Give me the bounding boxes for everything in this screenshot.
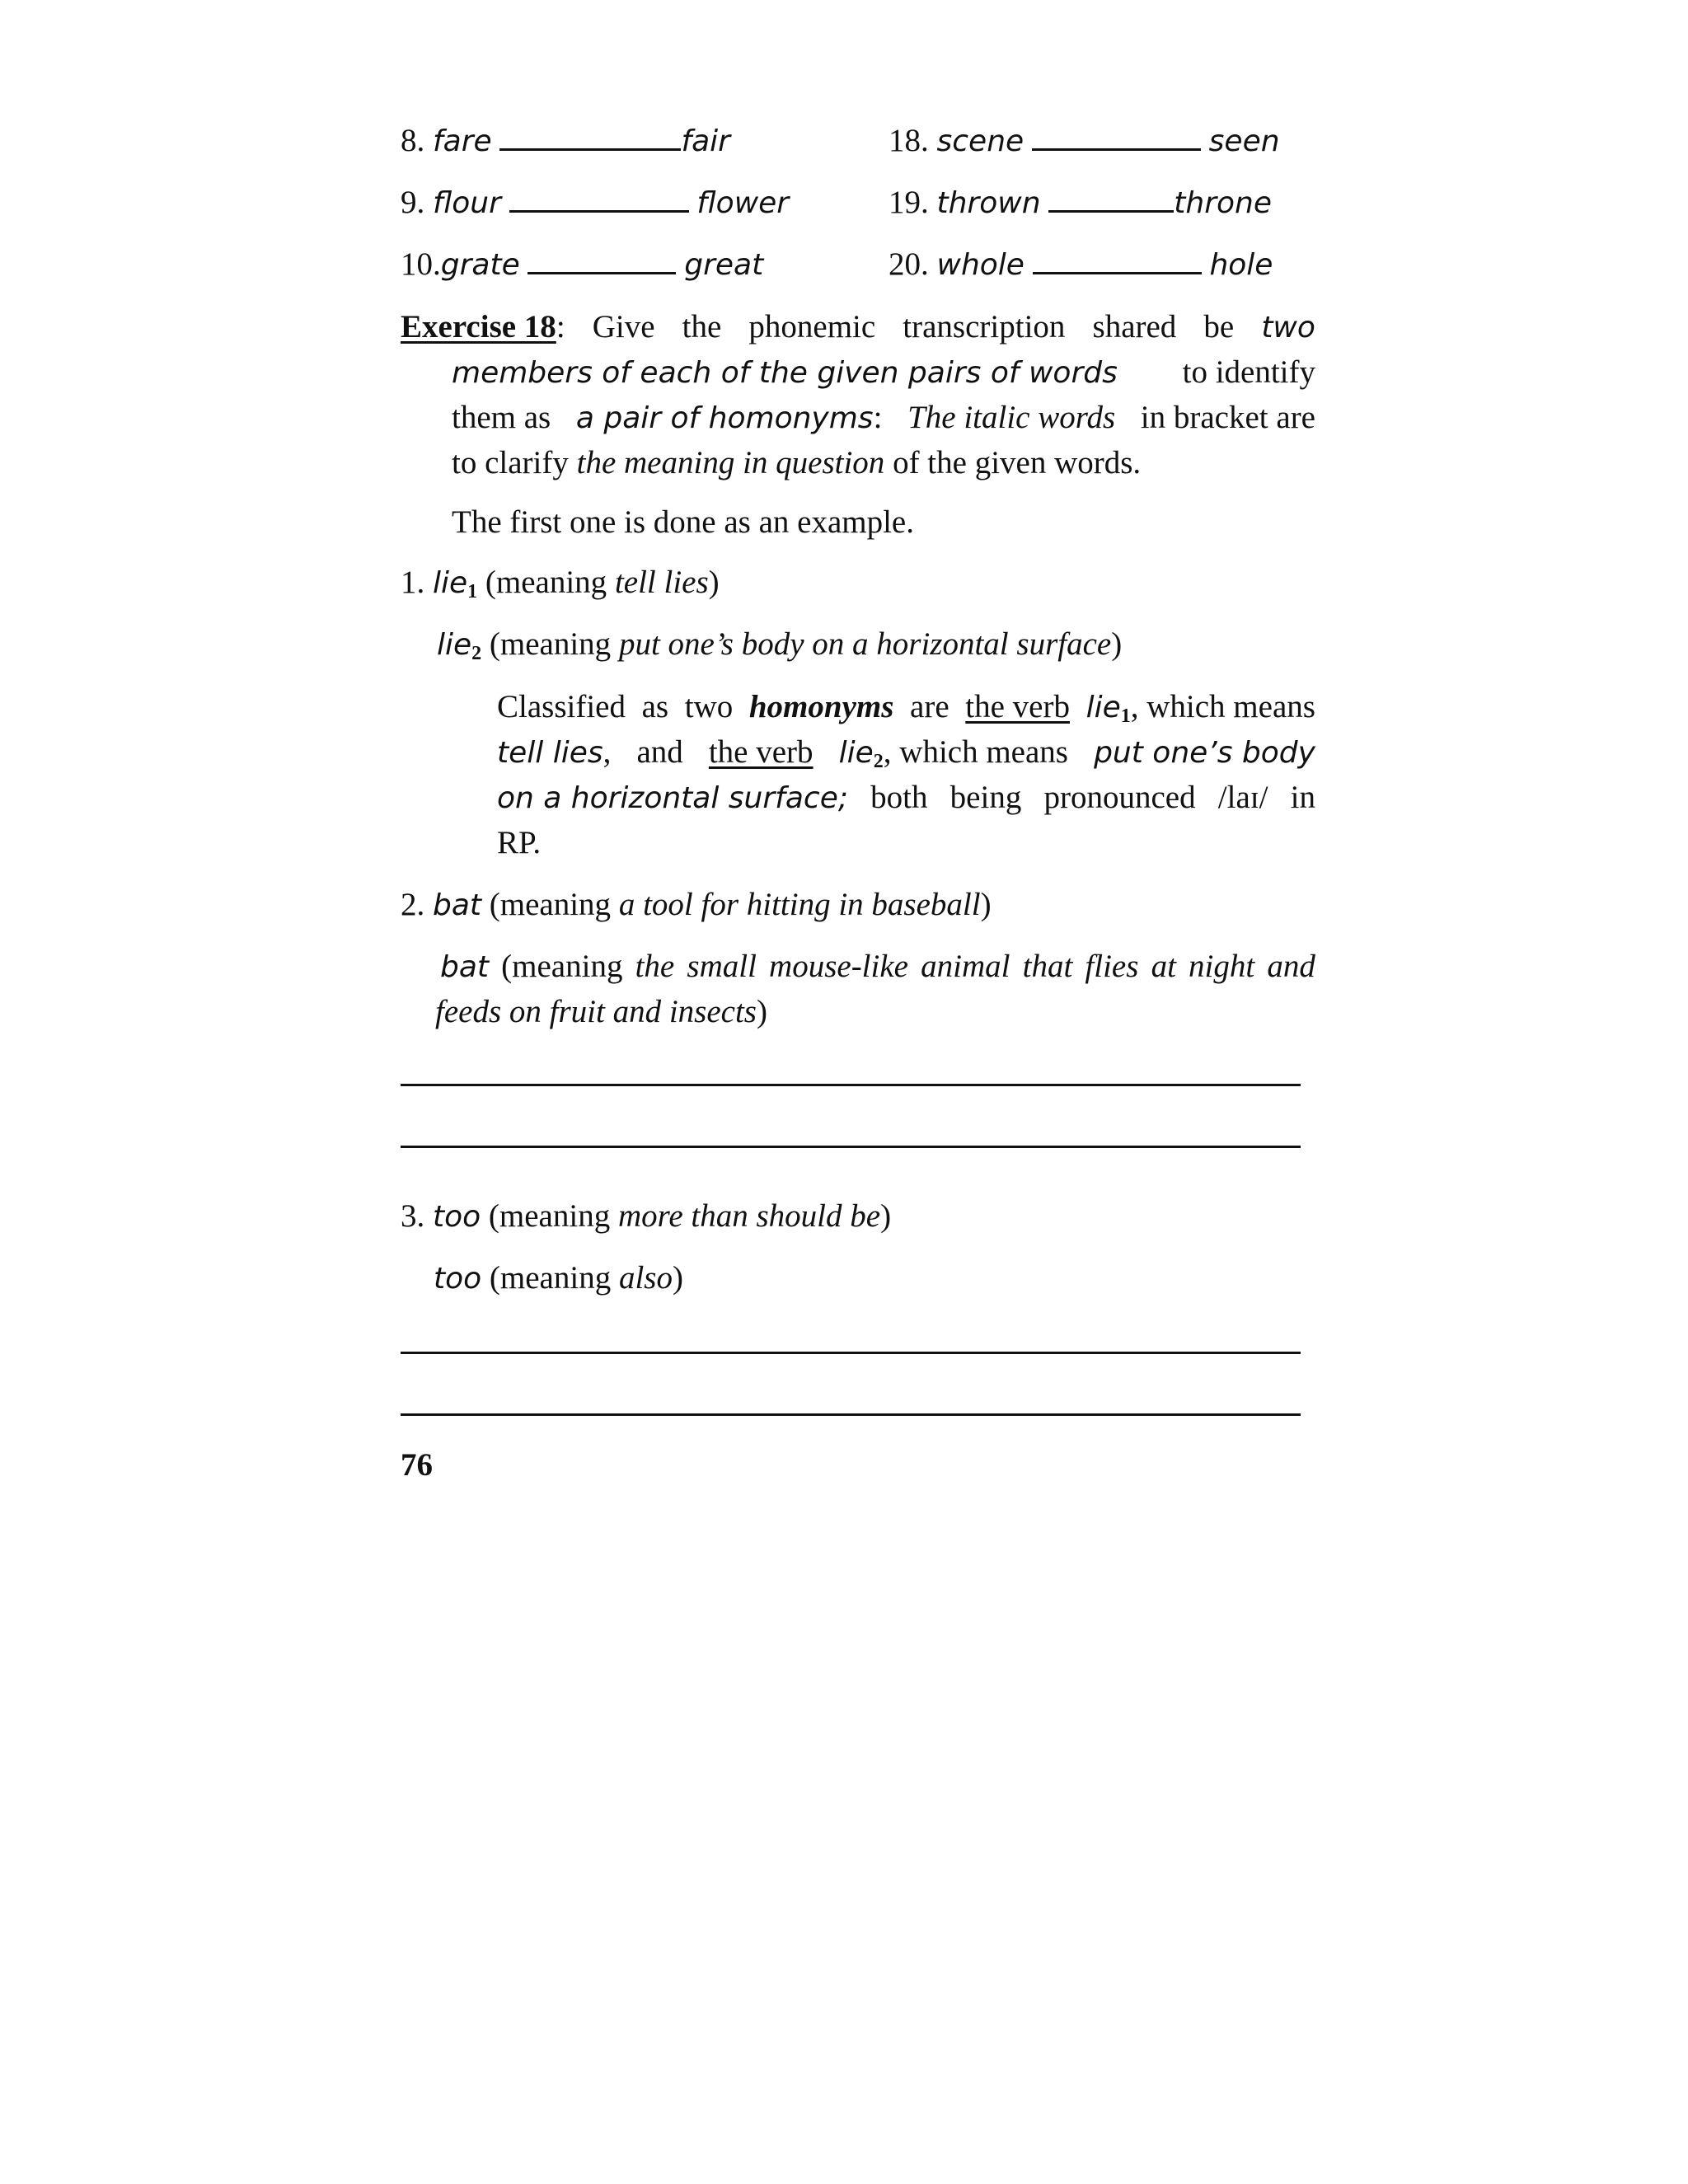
gloss-close: ) [708,565,720,600]
word-b: seen [1208,124,1280,158]
matching-item-9 [401,185,789,218]
gloss-close: ) [880,1198,892,1234]
answer-line[interactable] [401,1413,1301,1416]
item-word: bat [440,950,490,984]
answer-word: as [641,689,669,724]
exercise-instruction-line-2 [452,356,1315,388]
word: the [682,309,722,344]
item-number: 18. [889,123,929,158]
word-a: whole [936,248,1025,282]
answer-line[interactable] [401,1352,1301,1354]
item-2-line-2 [440,950,1315,982]
answer-blank[interactable] [499,124,681,151]
answer-word-lie: lie [838,736,874,770]
gloss-word: at [1151,949,1176,984]
word-a: grate [440,248,520,282]
answer-line-2 [497,736,1315,771]
answer-word-lie: lie [1085,691,1121,724]
answer-word: in [1290,780,1315,815]
gloss-word: the [635,949,675,984]
answer-highlight: on a horizontal surface [497,781,838,815]
word-b: great [684,248,764,282]
answer-word: are [910,689,950,724]
word-b: hole [1209,248,1273,282]
gloss-close: ) [756,994,767,1029]
answer-word: both [870,780,928,815]
page-number: 76 [401,1447,433,1483]
item-word: lie [437,628,472,662]
item-word: too [434,1262,482,1296]
example-note: The first one is done as an example. [452,504,914,540]
subscript: 1 [467,581,478,602]
word: be [1203,309,1235,344]
gloss-close: ) [672,1260,683,1296]
italic-phrase: the meaning in question [576,445,885,480]
answer-underlined: the verb [708,734,814,770]
gloss-word: and [1267,949,1315,984]
exercise-instruction-line-4 [452,447,1141,479]
subscript: 2 [471,643,482,664]
answer-line-4: RP. [497,825,542,860]
matching-item-19 [889,185,1272,218]
answer-word: and [636,734,683,770]
item-number: 8. [401,123,425,158]
highlight-members: members of each of the given pairs of words [452,356,1118,390]
answer-underlined: the verb [965,689,1070,724]
word-a: fare [433,124,492,158]
item-number: 9. [401,185,425,220]
item-word: too [433,1200,481,1234]
matching-item-18 [889,124,1280,157]
answer-line-3 [497,781,1315,813]
answer-ipa: /laɪ/ [1217,780,1268,815]
exercise-colon: : [556,309,565,344]
answer-word: pronounced [1043,780,1196,815]
gloss-open: (meaning [489,1260,612,1296]
gloss-meaning: feeds on fruit and insects [435,994,757,1029]
gloss-meaning: tell lies [614,565,709,600]
matching-item-8 [401,124,730,157]
matching-item-10 [401,247,763,280]
gloss-meaning: put one’s body on a horizontal surface [618,626,1112,662]
gloss-open: (meaning [489,887,612,922]
instruction-text: to identify [1182,354,1315,390]
answer-text: ; [837,781,848,815]
item-word: lie [433,566,468,600]
gloss-word: small [687,949,757,984]
item-2-line-3 [435,996,767,1028]
item-3-line-2 [434,1262,683,1294]
italic-phrase: The italic words [907,400,1116,435]
word-a: thrown [936,186,1041,220]
item-2-line-1 [401,888,992,921]
highlight-pair: a pair of homonyms [575,401,874,435]
item-number: 19. [889,185,929,220]
gloss-meaning: also [618,1260,673,1296]
answer-line[interactable] [401,1084,1301,1086]
item-number: 20. [889,246,929,282]
answer-blank[interactable] [1032,124,1201,151]
matching-item-20 [889,247,1273,280]
word-b: throne [1174,186,1273,220]
answer-highlight: tell lies [497,736,603,770]
answer-word: being [950,780,1022,815]
answer-text: , [603,734,612,770]
word: phonemic [748,309,876,344]
gloss-open: (meaning [488,1198,611,1234]
item-1-line-1 [401,566,720,602]
answer-blank[interactable] [1048,185,1174,213]
word-b: flower [696,186,790,220]
word-a: scene [936,124,1025,158]
answer-word: Classified [497,689,626,724]
subscript: 1 [1120,705,1131,727]
answer-text: , which means [1130,689,1315,724]
word: shared [1092,309,1177,344]
answer-text: , which means [883,734,1068,770]
gloss-word: that [1022,949,1073,984]
item-number: 10. [401,246,441,282]
exercise-label: Exercise 18 [401,309,556,344]
answer-line-1 [497,691,1315,726]
gloss-word: night [1189,949,1255,984]
gloss-word: animal [921,949,1010,984]
exercise-instruction-line-3 [452,401,1315,434]
gloss-open: (meaning [485,565,607,600]
item-3-line-1 [401,1200,891,1232]
gloss-open: (meaning [501,949,623,984]
gloss-word: mouse-like [769,949,908,984]
instruction-text: them as [452,400,551,435]
word-b: fair [681,124,730,158]
answer-blank[interactable] [1033,247,1202,274]
exercise-heading [401,311,565,343]
answer-blank[interactable] [528,247,676,274]
instruction-text: in bracket are [1140,400,1315,435]
answer-blank[interactable] [509,185,689,213]
highlight-two: two [1261,311,1315,344]
gloss-meaning: more than should be [617,1198,881,1234]
word: Give [592,309,655,344]
subscript: 2 [873,751,884,772]
gloss-open: (meaning [489,626,612,662]
gloss-word: flies [1085,949,1139,984]
item-number: 1. [401,565,425,600]
item-word: bat [433,888,482,922]
gloss-meaning: a tool for hitting in baseball [618,887,981,922]
answer-highlight: put one’s body [1094,736,1315,770]
instruction-text: to clarify [452,445,569,480]
item-number: 2. [401,887,425,922]
instruction-colon: : [873,400,883,435]
word: transcription [903,309,1066,344]
instruction-text: of the given words. [893,445,1142,480]
gloss-close: ) [980,887,992,922]
answer-term: homonyms [748,689,894,724]
item-number: 3. [401,1198,425,1234]
gloss-close: ) [1111,626,1123,662]
exercise-instruction-line-1 [401,311,1315,343]
word-a: flour [433,186,501,220]
answer-line[interactable] [401,1146,1301,1148]
answer-word: two [684,689,734,724]
item-1-line-2 [437,628,1122,663]
